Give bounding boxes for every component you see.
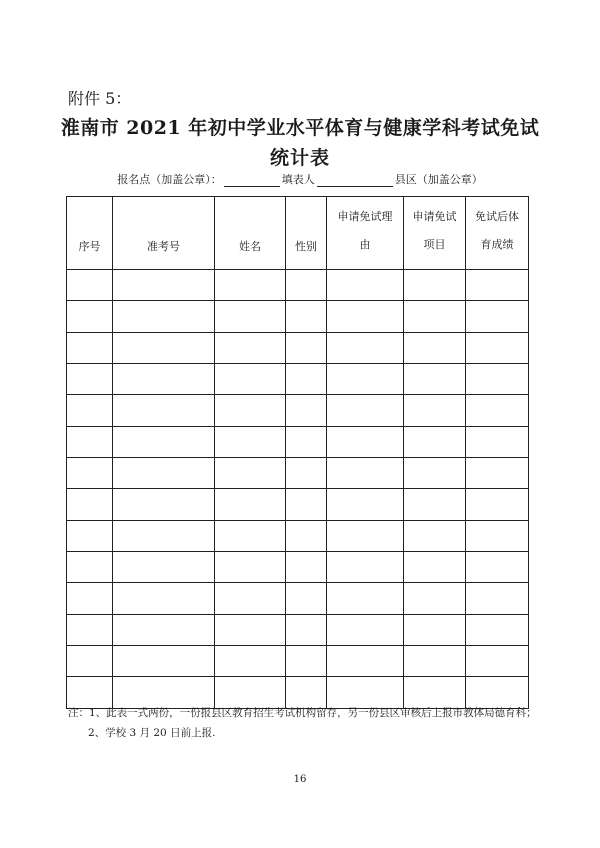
table-cell[interactable] [113, 614, 215, 645]
table-cell[interactable] [466, 301, 529, 332]
page-title: 淮南市 2021 年初中学业水平体育与健康学科考试免试 [60, 117, 540, 139]
table-row [67, 270, 529, 301]
table-cell[interactable] [404, 552, 466, 583]
table-cell[interactable] [215, 520, 286, 551]
table-row [67, 489, 529, 520]
attachment-label: 附件 5： [68, 89, 132, 108]
header-score-line1: 免试后体 [475, 210, 519, 223]
table-cell[interactable] [286, 332, 327, 363]
table-body [67, 270, 529, 709]
table-cell[interactable] [67, 426, 113, 457]
table-cell[interactable] [327, 364, 404, 395]
table-cell[interactable] [67, 614, 113, 645]
header-name: 姓名 [215, 197, 286, 270]
table-cell[interactable] [327, 301, 404, 332]
table-cell[interactable] [327, 426, 404, 457]
filler-label: 填表人 [281, 173, 315, 186]
table-cell[interactable] [466, 395, 529, 426]
table-cell[interactable] [327, 458, 404, 489]
table-row [67, 364, 529, 395]
table-header-row [67, 197, 529, 270]
table-row [67, 395, 529, 426]
table-cell[interactable] [215, 364, 286, 395]
notes [68, 703, 537, 743]
table-cell[interactable] [67, 332, 113, 363]
header-reason [327, 197, 404, 270]
table-cell[interactable] [215, 395, 286, 426]
table-cell[interactable] [67, 583, 113, 614]
table-row [67, 332, 529, 363]
table-row [67, 646, 529, 677]
table-cell[interactable] [466, 614, 529, 645]
header-item [404, 197, 466, 270]
county-label: 县区（加盖公章） [394, 173, 483, 186]
table-cell[interactable] [113, 395, 215, 426]
table-cell[interactable] [286, 270, 327, 301]
table-cell[interactable] [327, 583, 404, 614]
table-cell[interactable] [67, 646, 113, 677]
table-cell[interactable] [466, 458, 529, 489]
filler-blank [317, 174, 393, 187]
table-cell[interactable] [404, 426, 466, 457]
table-cell[interactable] [113, 426, 215, 457]
table-cell[interactable] [113, 364, 215, 395]
table-cell[interactable] [404, 301, 466, 332]
table-cell[interactable] [327, 270, 404, 301]
table-cell[interactable] [215, 332, 286, 363]
table-cell[interactable] [286, 646, 327, 677]
table-cell[interactable] [67, 270, 113, 301]
header-reason-line1: 申请免试理 [337, 210, 393, 223]
table-cell[interactable] [215, 426, 286, 457]
table-cell[interactable] [286, 426, 327, 457]
table-cell[interactable] [215, 301, 286, 332]
header-reason-line2: 由 [359, 238, 371, 251]
table-cell[interactable] [466, 364, 529, 395]
table-cell[interactable] [327, 395, 404, 426]
table-cell[interactable] [113, 301, 215, 332]
table-cell[interactable] [67, 552, 113, 583]
table-row [67, 458, 529, 489]
table-cell[interactable] [67, 458, 113, 489]
header-score [466, 197, 529, 270]
header-item-line2: 项目 [423, 238, 446, 251]
table-cell[interactable] [466, 646, 529, 677]
table-cell[interactable] [113, 270, 215, 301]
table-cell[interactable] [327, 552, 404, 583]
table-cell[interactable] [466, 332, 529, 363]
table-row [67, 520, 529, 551]
table-cell[interactable] [286, 395, 327, 426]
table-cell[interactable] [404, 646, 466, 677]
table-cell[interactable] [466, 270, 529, 301]
table-cell[interactable] [215, 458, 286, 489]
table-cell[interactable] [113, 489, 215, 520]
table-cell[interactable] [215, 270, 286, 301]
table-cell[interactable] [466, 583, 529, 614]
page-subtitle: 统计表 [269, 147, 330, 169]
table-cell[interactable] [215, 583, 286, 614]
table-cell[interactable] [67, 520, 113, 551]
table-cell[interactable] [113, 332, 215, 363]
header-exam-id: 准考号 [113, 197, 215, 270]
table-row [67, 614, 529, 645]
table-cell[interactable] [67, 489, 113, 520]
table-cell[interactable] [113, 520, 215, 551]
table-cell[interactable] [466, 552, 529, 583]
table-cell[interactable] [113, 552, 215, 583]
table-cell[interactable] [327, 332, 404, 363]
table-cell[interactable] [404, 489, 466, 520]
table-cell[interactable] [466, 426, 529, 457]
table-cell[interactable] [404, 395, 466, 426]
registration-point-blank [224, 174, 280, 187]
table-cell[interactable] [67, 395, 113, 426]
note-1: 注：1、此表一式两份，一份报县区教育招生考试机构留存，另一份县区审核后上报市教体局德育科； [68, 707, 537, 719]
table-cell[interactable] [327, 520, 404, 551]
table-row [67, 301, 529, 332]
table-cell[interactable] [466, 489, 529, 520]
statistics-table [66, 196, 529, 709]
table-cell[interactable] [286, 458, 327, 489]
header-gender: 性别 [286, 197, 327, 270]
header-score-line2: 育成绩 [480, 238, 514, 251]
page-number: 16 [293, 774, 307, 785]
table-cell[interactable] [327, 614, 404, 645]
table-cell[interactable] [404, 520, 466, 551]
table-cell[interactable] [466, 520, 529, 551]
table-cell[interactable] [113, 583, 215, 614]
header-serial: 序号 [67, 197, 113, 270]
table-cell[interactable] [404, 583, 466, 614]
table-cell[interactable] [404, 270, 466, 301]
table-cell[interactable] [404, 332, 466, 363]
table-cell[interactable] [113, 458, 215, 489]
header-item-line1: 申请免试 [412, 210, 457, 223]
form-fields-line [0, 171, 600, 187]
table-row [67, 426, 529, 457]
table-cell[interactable] [113, 646, 215, 677]
table-cell[interactable] [215, 552, 286, 583]
table-cell[interactable] [286, 614, 327, 645]
table-cell[interactable] [404, 614, 466, 645]
note-2: 2、学校 3 月 20 日前上报. [88, 727, 216, 739]
table-cell[interactable] [404, 458, 466, 489]
table-row [67, 552, 529, 583]
table-cell[interactable] [327, 489, 404, 520]
table-cell[interactable] [327, 646, 404, 677]
table-cell[interactable] [67, 301, 113, 332]
table-cell[interactable] [286, 489, 327, 520]
table-cell[interactable] [215, 489, 286, 520]
table-cell[interactable] [286, 364, 327, 395]
table-cell[interactable] [67, 364, 113, 395]
table-cell[interactable] [404, 364, 466, 395]
table-cell[interactable] [215, 614, 286, 645]
table-cell[interactable] [215, 646, 286, 677]
table-row [67, 583, 529, 614]
table-cell[interactable] [286, 552, 327, 583]
table-cell[interactable] [286, 301, 327, 332]
registration-point-label: 报名点（加盖公章）： [117, 173, 222, 186]
table-cell[interactable] [286, 583, 327, 614]
table-cell[interactable] [286, 520, 327, 551]
